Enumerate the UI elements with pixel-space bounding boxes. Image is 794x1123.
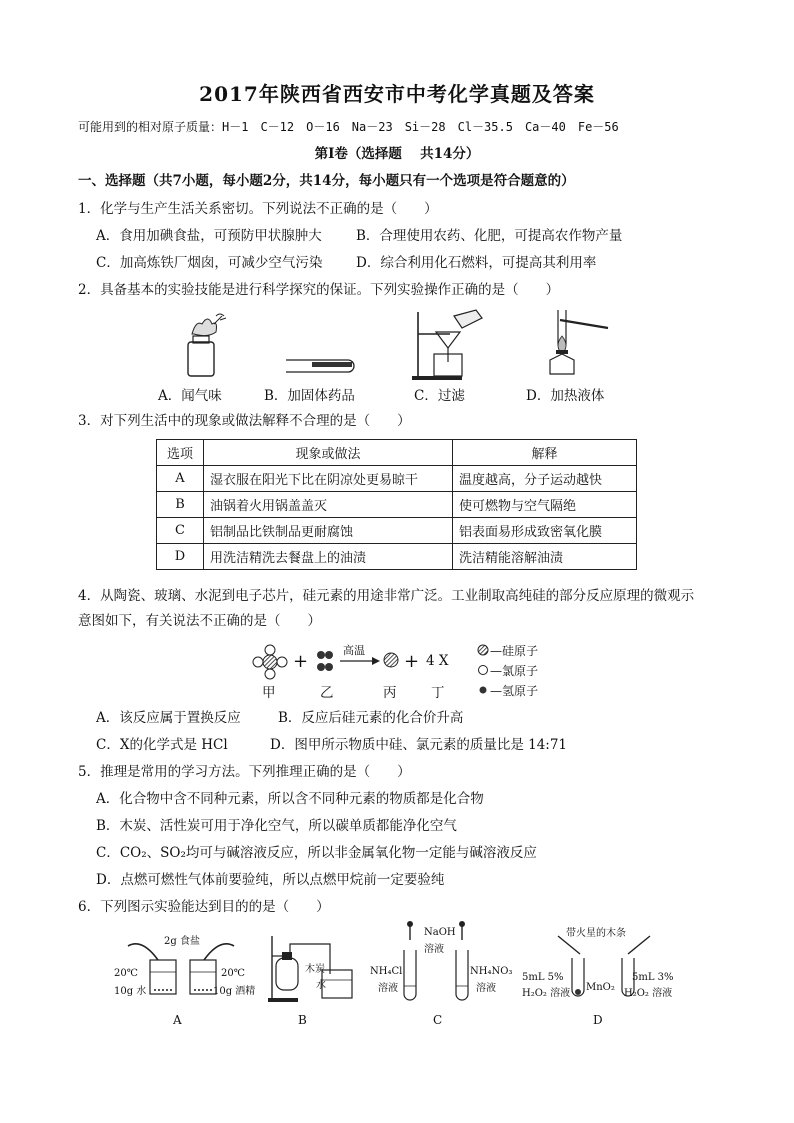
q6-caption-b: B <box>298 1013 307 1027</box>
q2-option-b: B．加固体药品 <box>264 388 355 404</box>
q3-stem: 3．对下列生活中的现象或做法解释不合理的是（ ） <box>78 413 411 429</box>
legend-chlorine: —氯原子 <box>490 664 539 678</box>
hydrogen-atom-icon <box>477 684 489 696</box>
q6a-salt-label: 2g 食盐 <box>164 936 200 947</box>
q4-stem-line1: 4．从陶瓷、玻璃、水泥到电子芯片，硅元素的用途非常广泛。工业制取高纯硅的部分反应原理的微观示 <box>78 588 695 604</box>
table-row <box>157 492 637 518</box>
q6-caption-a: A <box>173 1013 182 1027</box>
silicon-atom-icon <box>477 644 489 656</box>
table-header: 选项 <box>157 440 204 466</box>
q6d-h2o2-2: 5mL 3% <box>632 972 674 983</box>
q4-option-d: D．图甲所示物质中硅、氯元素的质量比是 14:71 <box>270 737 568 753</box>
table-cell: 湿衣服在阳光下比在阴凉处更易晾干 <box>204 466 453 492</box>
q1-option-c: C．加高炼铁厂烟囱，可减少空气污染 <box>96 255 323 271</box>
table-cell: D <box>157 544 204 570</box>
section-title: 第Ⅰ卷（选择题 共14分） <box>314 146 480 162</box>
table-cell: A <box>157 466 204 492</box>
label-jia: 甲 <box>262 685 276 701</box>
chlorine-atom-icon <box>477 664 489 676</box>
table-cell: B <box>157 492 204 518</box>
q6-caption-c: C <box>433 1013 443 1027</box>
q6a-water: 10g 水 <box>114 986 147 997</box>
table-cell: 铝表面易形成致密氧化膜 <box>453 518 637 544</box>
q4-stem-line2: 意图如下，有关说法不正确的是（ ） <box>78 613 321 629</box>
table-row <box>157 466 637 492</box>
q4-option-c: C．X的化学式是 HCl <box>96 737 228 753</box>
reaction-arrow <box>340 657 380 665</box>
q2-figure-a <box>180 310 250 380</box>
q1-option-a: A．食用加碘食盐，可预防甲状腺肿大 <box>96 228 322 244</box>
label-yi: 乙 <box>320 685 334 701</box>
q6c-nh4no3: NH₄NO₃ <box>470 966 513 977</box>
q2-option-d: D．加热液体 <box>526 388 605 404</box>
q2-figure-d <box>540 306 620 382</box>
q4-molecule-bing <box>383 652 399 668</box>
q6d-mno2: MnO₂ <box>586 982 615 993</box>
q1-option-d: D．综合利用化石燃料，可提高其利用率 <box>356 255 597 271</box>
label-ding: 丁 <box>431 685 445 701</box>
part-heading: 一、选择题（共7小题，每小题2分，共14分，每小题只有一个选项是符合题意的） <box>78 173 575 189</box>
legend-hydrogen: —氢原子 <box>490 684 539 698</box>
table-cell: C <box>157 518 204 544</box>
table-cell: 温度越高，分子运动越快 <box>453 466 637 492</box>
q6c-nh4cl: NH₄Cl <box>370 966 403 977</box>
table-header: 解释 <box>453 440 637 466</box>
table-cell: 油锅着火用锅盖盖灭 <box>204 492 453 518</box>
coefficient-x: 4 X <box>426 653 449 669</box>
q2-figure-b <box>282 352 362 376</box>
q6-stem: 6．下列图示实验能达到目的的是（ ） <box>78 899 330 915</box>
table-row <box>157 544 637 570</box>
q2-option-c: C．过滤 <box>414 388 465 404</box>
page-title: 2017年陕西省西安市中考化学真题及答案 <box>199 82 595 106</box>
q2-figure-c <box>410 306 490 382</box>
q5-stem: 5．推理是常用的学习方法。下列推理正确的是（ ） <box>78 764 411 780</box>
q6d-h2o2-1: 5mL 5% <box>522 972 564 983</box>
q5-option-c: C．CO₂、SO₂均可与碱溶液反应，所以非金属氧化物一定能与碱溶液反应 <box>96 845 537 861</box>
plus-sign: + <box>404 651 420 672</box>
q6c-nh4no3-sol: 溶液 <box>476 983 496 994</box>
q6c-naoh-sol: 溶液 <box>424 944 444 955</box>
table-header: 现象或做法 <box>204 440 453 466</box>
label-bing: 丙 <box>383 685 397 701</box>
q5-option-a: A．化合物中含不同种元素，所以含不同种元素的物质都是化合物 <box>96 791 484 807</box>
q2-option-a: A．闻气味 <box>158 388 222 404</box>
q4-option-a: A．该反应属于置换反应 <box>96 710 241 726</box>
table-cell: 用洗洁精洗去餐盘上的油渍 <box>204 544 453 570</box>
table-cell: 铝制品比铁制品更耐腐蚀 <box>204 518 453 544</box>
q6-caption-d: D <box>593 1013 603 1027</box>
q6b-charcoal: 木炭 <box>305 964 325 975</box>
q5-option-b: B．木炭、活性炭可用于净化空气，所以碳单质都能净化空气 <box>96 818 457 834</box>
q6c-nh4cl-sol: 溶液 <box>378 983 398 994</box>
q6a-temp2: 20℃ <box>221 968 245 979</box>
q6d-h2o2-1b: H₂O₂ 溶液 <box>522 988 571 999</box>
q5-option-d: D．点燃可燃性气体前要验纯，所以点燃甲烷前一定要验纯 <box>96 872 445 888</box>
q6b-water: 水 <box>316 980 326 991</box>
q6d-h2o2-2b: H₂O₂ 溶液 <box>624 988 673 999</box>
q6a-alcohol: 10g 酒精 <box>213 986 256 997</box>
q1-stem: 1．化学与生产生活关系密切。下列说法不正确的是（ ） <box>78 201 438 217</box>
legend-silicon: —硅原子 <box>490 644 539 658</box>
q6a-temp1: 20℃ <box>114 968 138 979</box>
table-row <box>157 518 637 544</box>
q4-molecule-jia <box>252 644 288 680</box>
q4-molecule-yi <box>316 650 338 672</box>
q6c-naoh: NaOH <box>424 927 456 938</box>
q4-option-b: B．反应后硅元素的化合价升高 <box>278 710 464 726</box>
table-cell: 洗洁精能溶解油渍 <box>453 544 637 570</box>
atomic-masses: 可能用到的相对原子质量：H－1 C－12 O－16 Na－23 Si－28 Cl－35.5 Ca－40 Fe－56 <box>78 120 619 134</box>
q3-table <box>156 439 637 570</box>
q2-stem: 2．具备基本的实验技能是进行科学探究的保证。下列实验操作正确的是（ ） <box>78 282 560 298</box>
table-header-row <box>157 440 637 466</box>
q6d-splint: 带火星的木条 <box>566 928 626 939</box>
table-cell: 使可燃物与空气隔绝 <box>453 492 637 518</box>
reaction-condition: 高温 <box>343 644 365 657</box>
plus-sign: + <box>293 651 309 672</box>
q1-option-b: B．合理使用农药、化肥，可提高农作物产量 <box>356 228 623 244</box>
